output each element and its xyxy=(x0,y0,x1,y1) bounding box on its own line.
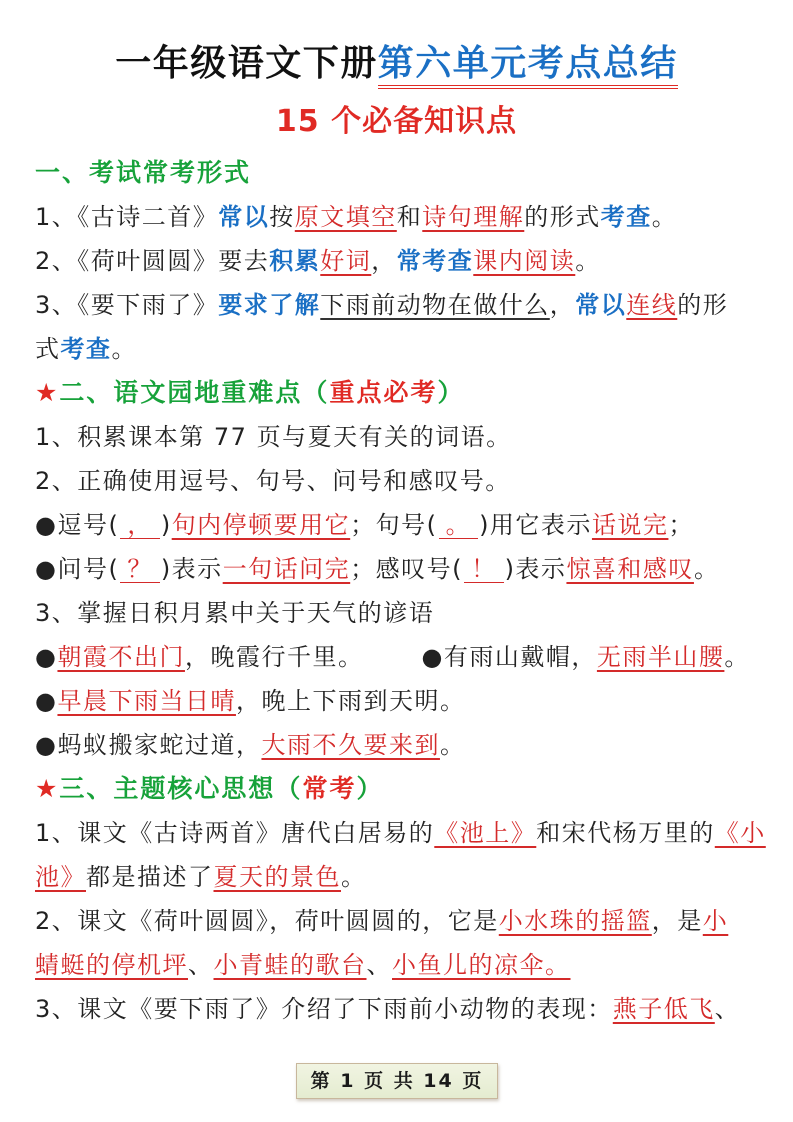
plain-text: )表示 xyxy=(504,555,567,583)
answer-underline: 句内停顿要用它 xyxy=(171,511,351,539)
emphasis-text: 重点必考 xyxy=(329,378,438,407)
title-grade-book: 一年级语文下册 xyxy=(115,43,378,84)
plain-text: 、 xyxy=(714,995,741,1023)
section-heading xyxy=(35,151,775,195)
answer-underline: 《池上》 xyxy=(434,819,537,847)
answer-underline: 小青蛙的歌台 xyxy=(213,951,367,979)
punctuation-blank: 。 xyxy=(439,512,479,539)
plain-text: 、 xyxy=(366,951,392,979)
plain-text: 1、《古诗二首》 xyxy=(35,203,219,231)
key-term: 考查 xyxy=(600,203,652,231)
plain-text: ； xyxy=(668,511,694,539)
answer-underline: 朝霞不出门 xyxy=(57,643,185,671)
content-line xyxy=(35,195,775,239)
plain-text: 2、课文《荷叶圆圆》，荷叶圆圆的，它是 xyxy=(35,907,499,935)
punctuation-blank: ， xyxy=(120,512,160,539)
heading-text: 二、语文园地重难点（ xyxy=(59,378,330,407)
content-line xyxy=(35,591,775,635)
plain-text: ●逗号( xyxy=(35,511,120,539)
answer-underline: 原文填空 xyxy=(294,203,397,231)
answer-underline: 小 xyxy=(702,907,729,935)
heading-text: 三、主题核心思想（ xyxy=(59,774,303,803)
star-icon: ★ xyxy=(35,378,60,407)
content-line xyxy=(35,899,775,943)
answer-underline: 池》 xyxy=(35,863,86,891)
plain-text: 。 xyxy=(651,203,678,231)
plain-text: 和宋代杨万里的 xyxy=(536,819,715,847)
plain-text: 1、积累课本第 77 页与夏天有关的词语。 xyxy=(35,423,512,451)
punctuation-blank: ！ xyxy=(464,556,504,583)
plain-text: 式 xyxy=(35,335,61,363)
page-subtitle: 15 个必备知识点 xyxy=(275,104,518,139)
plain-text: 。 xyxy=(439,731,466,759)
answer-underline: 一句话问完 xyxy=(222,555,351,583)
plain-text: ，是 xyxy=(651,907,703,935)
title-unit-summary: 第六单元考点总结 xyxy=(378,43,678,89)
plain-text: ，晚上下雨到天明。 xyxy=(235,687,466,715)
plain-text: 按 xyxy=(269,203,295,231)
answer-underline: 无雨半山腰 xyxy=(596,643,725,671)
heading-text: ） xyxy=(356,774,384,803)
emphasis-text: 常考 xyxy=(302,774,357,803)
answer-underline: 夏天的景色 xyxy=(213,863,341,891)
answer-underline: 燕子低飞 xyxy=(612,995,715,1023)
answer-underline: 好词 xyxy=(320,247,372,275)
key-term: 积累 xyxy=(269,247,321,275)
star-icon: ★ xyxy=(35,774,60,803)
answer-underline: 连线 xyxy=(626,291,678,319)
content-line xyxy=(35,503,775,547)
plain-text: 、 xyxy=(188,951,214,979)
heading-text: 一、考试常考形式 xyxy=(35,158,252,187)
content-line xyxy=(35,943,775,987)
key-term: 常考查 xyxy=(396,247,474,275)
content-line xyxy=(35,987,775,1031)
plain-text: ；句号( xyxy=(350,511,438,539)
content-line xyxy=(35,811,775,855)
plain-text: 。 xyxy=(724,643,750,671)
content-line xyxy=(35,415,775,459)
plain-text: 。 xyxy=(111,335,137,363)
plain-text: 。 xyxy=(693,555,720,583)
page-title xyxy=(0,40,793,88)
plain-text: ●问号( xyxy=(35,555,120,583)
plain-text: )表示 xyxy=(160,555,223,583)
plain-text: 的形式 xyxy=(524,203,601,231)
content-line xyxy=(35,459,775,503)
plain-text: 3、课文《要下雨了》介绍了下雨前小动物的表现： xyxy=(35,995,613,1023)
plain-text: 的形 xyxy=(677,291,729,319)
key-term: 常以 xyxy=(218,203,270,231)
plain-text: ；感叹号( xyxy=(350,555,464,583)
plain-text: ●有雨山戴帽， xyxy=(421,643,597,671)
plain-text: 2、《荷叶圆圆》要去 xyxy=(35,247,270,275)
key-term: 考查 xyxy=(60,335,112,363)
plain-text: 2、正确使用逗号、句号、问号和感叹号。 xyxy=(35,467,511,495)
content-line xyxy=(35,547,775,591)
key-term: 要求了解 xyxy=(218,291,321,319)
answer-underline: 惊喜和感叹 xyxy=(566,555,694,583)
content-line xyxy=(35,723,775,767)
content-line xyxy=(35,855,775,899)
content-line xyxy=(35,239,775,283)
plain-text: 3、《要下雨了》 xyxy=(35,291,219,319)
content-line xyxy=(35,283,775,327)
section-heading xyxy=(35,767,775,811)
plain-text: ) xyxy=(160,511,172,539)
underlined-text: 下雨前动物在做什么 xyxy=(320,291,550,319)
answer-underline: 蜻蜓的停机坪 xyxy=(35,951,188,979)
content-body xyxy=(35,151,775,1031)
answer-underline: 大雨不久要来到 xyxy=(261,731,440,759)
plain-text: 。 xyxy=(341,863,367,891)
key-term: 常以 xyxy=(575,291,627,319)
answer-underline: 课内阅读 xyxy=(473,247,576,275)
answer-underline: 小鱼儿的凉伞。 xyxy=(392,951,571,979)
answer-underline: 早晨下雨当日晴 xyxy=(57,687,236,715)
content-line xyxy=(35,327,775,371)
plain-text: 。 xyxy=(575,247,601,275)
answer-underline: 诗句理解 xyxy=(422,203,525,231)
answer-underline: 《小 xyxy=(714,819,766,847)
plain-text: 和 xyxy=(396,203,423,231)
plain-text: 1、课文《古诗两首》唐代白居易的 xyxy=(35,819,435,847)
plain-text: ，晚霞行千里。 xyxy=(184,643,364,671)
plain-text: ， xyxy=(549,291,576,319)
answer-underline: 小水珠的摇篮 xyxy=(498,907,652,935)
section-heading xyxy=(35,371,775,415)
plain-text: ●蚂蚁搬家蛇过道， xyxy=(35,731,262,759)
content-line xyxy=(35,635,775,679)
answer-underline: 话说完 xyxy=(591,511,669,539)
plain-text: 都是描述了 xyxy=(86,863,214,891)
page-footer xyxy=(296,1063,498,1099)
content-line xyxy=(35,679,775,723)
punctuation-blank: ？ xyxy=(120,556,160,583)
plain-text: ● xyxy=(35,687,58,715)
plain-text: )用它表示 xyxy=(479,511,592,539)
plain-text: ● xyxy=(35,643,58,671)
page-indicator: 第 1 页 共 14 页 xyxy=(310,1070,484,1092)
plain-text: 3、掌握日积月累中关于天气的谚语 xyxy=(35,599,435,627)
plain-text: ， xyxy=(371,247,397,275)
heading-text: ） xyxy=(437,378,465,407)
